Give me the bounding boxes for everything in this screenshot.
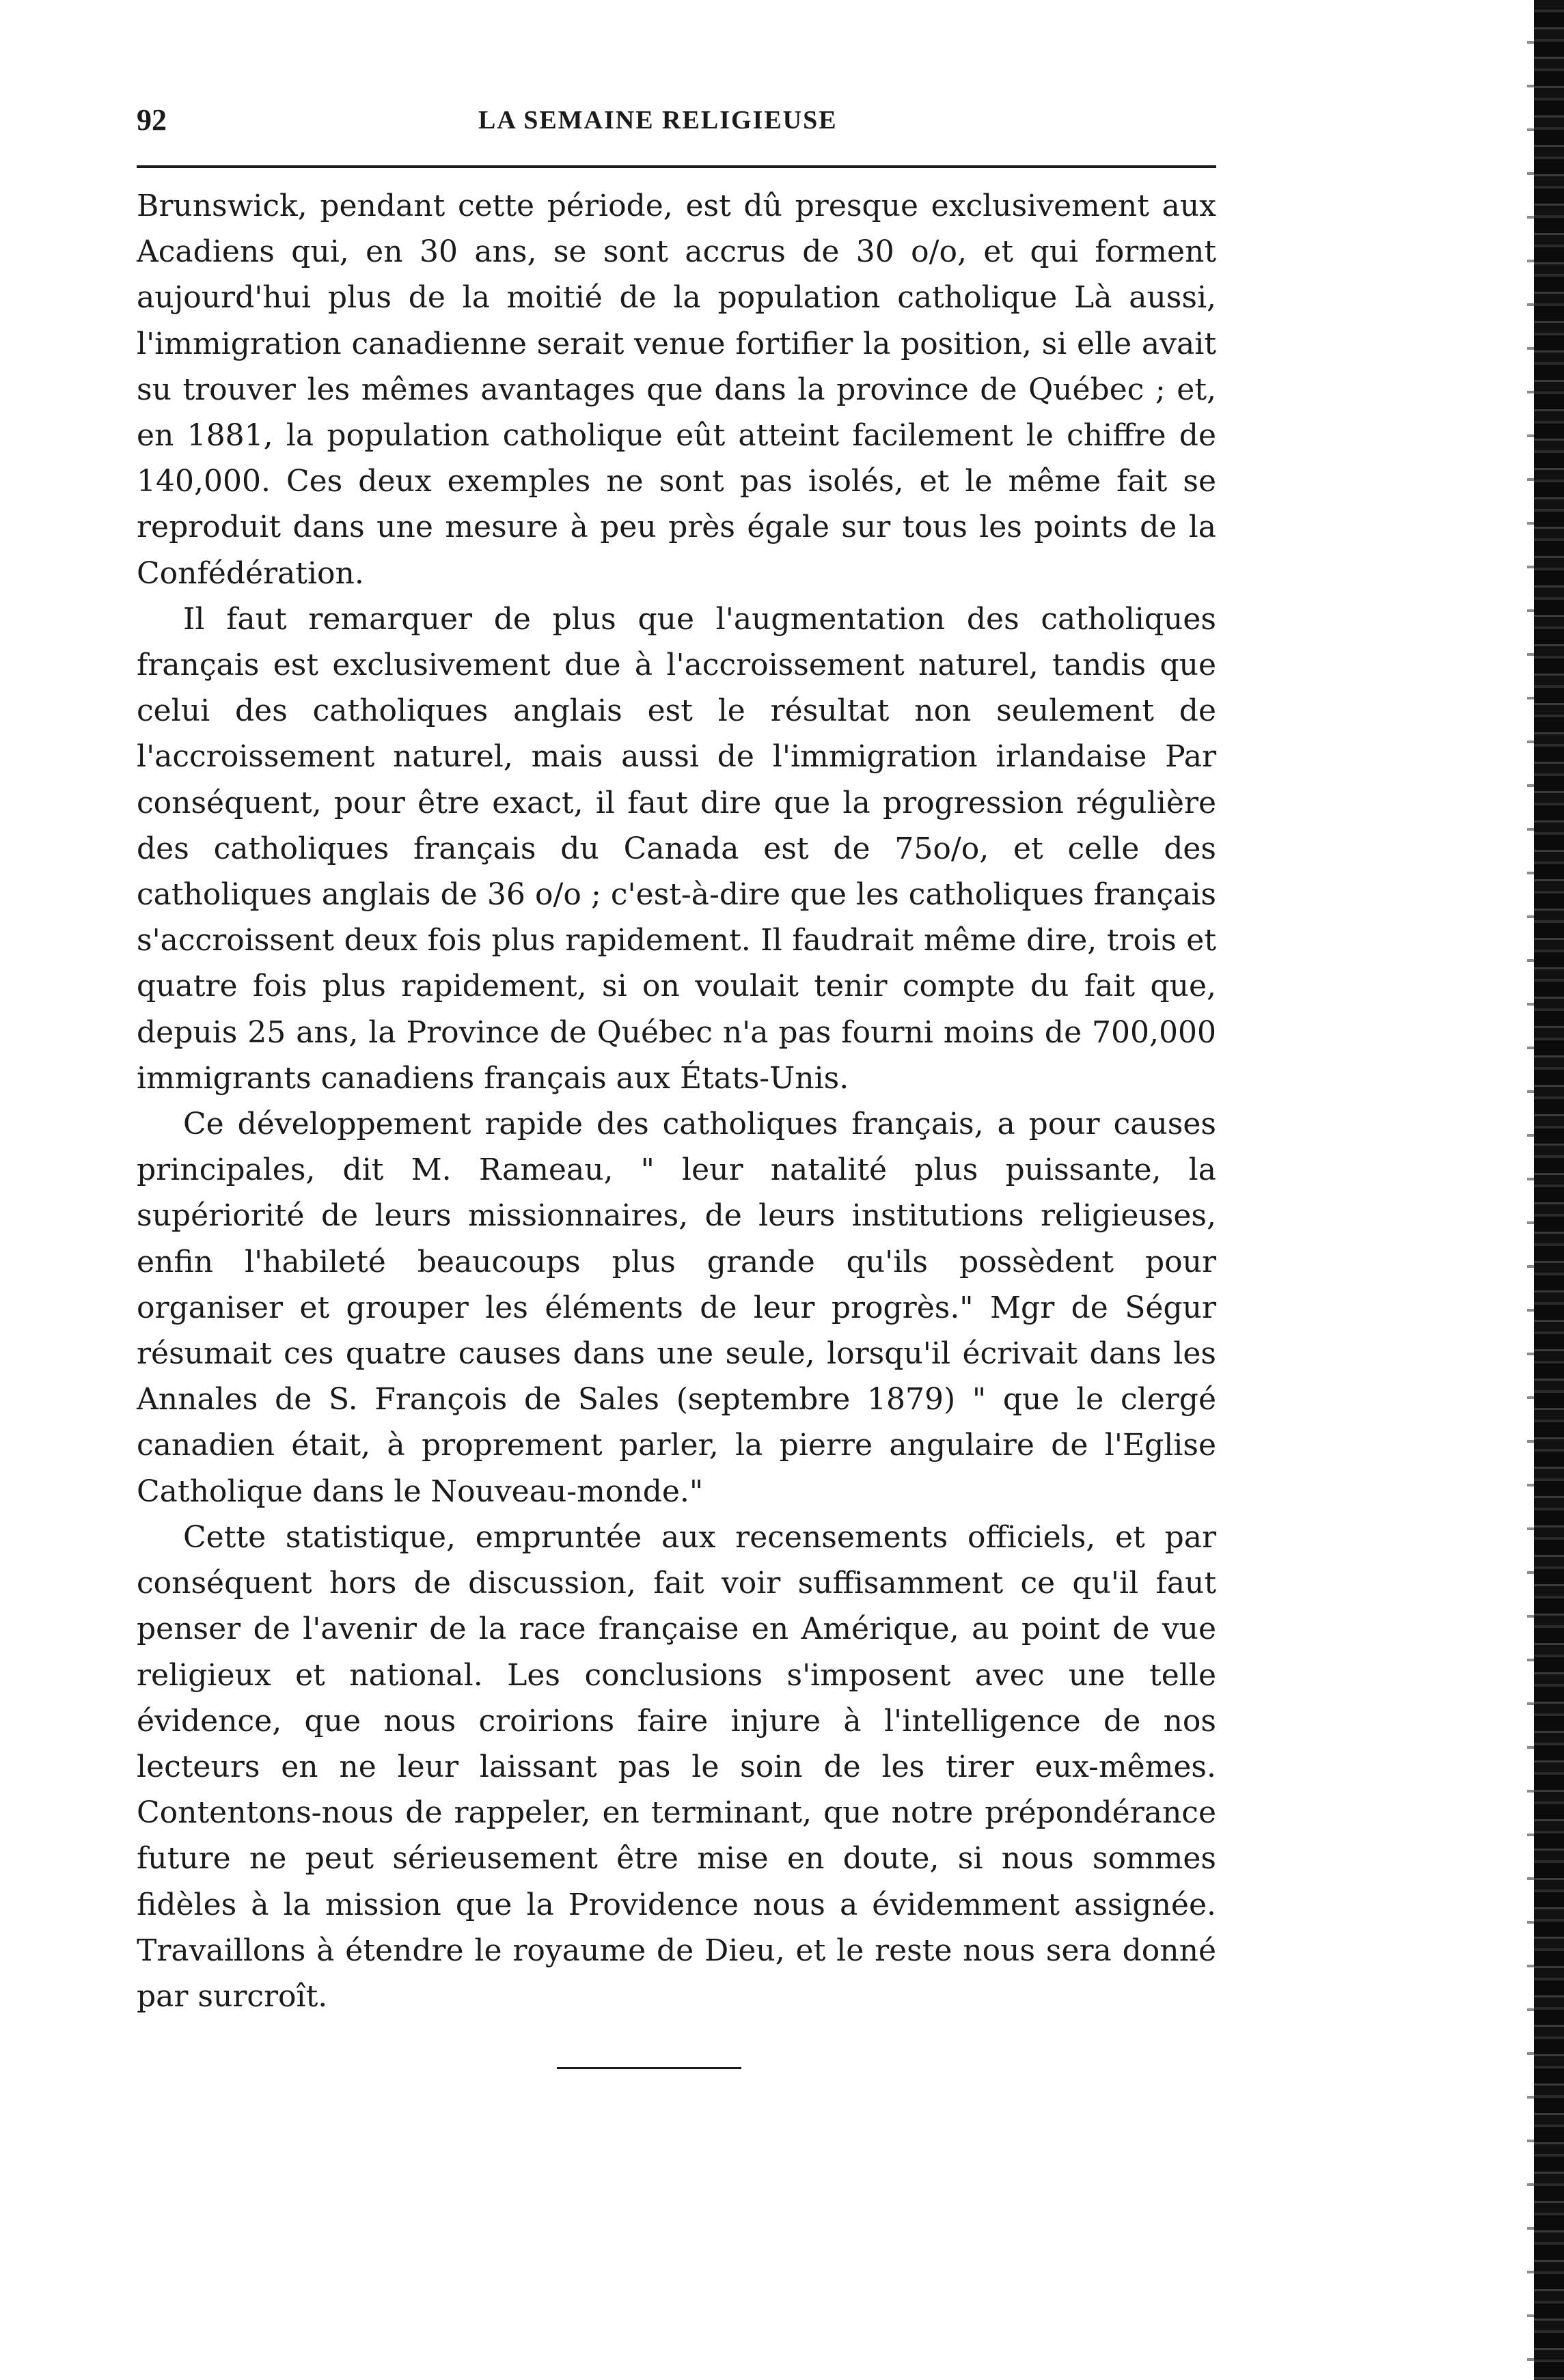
paragraph-3: Ce développement rapide des catholiques français, a pour causes principales, dit M. Rameau, " leur natalité plus puissante, la supériorité de leurs missionnaires, de leurs institutions religieuses, enfin l'habileté beaucoups plus grande qu'ils possèdent pour organiser et grouper les éléments de leur progrès." Mgr de Ségur résumait ces quatre causes dans une seule, lorsqu'il écrivait dans les Annales de S. François de Sales (septembre 1879) " que le clergé canadien était, à proprement parler, la pierre angulaire de l'Eglise Catholique dans le Nouveau-monde."	[137, 1107, 1216, 1509]
scan-edge-noise	[1527, 0, 1534, 2380]
paragraph-2: Il faut remarquer de plus que l'augmentation des catholiques français est exclusivement due à l'accroissement naturel, tandis que celui des catholiques anglais est le résultat non seulement de l'accroissement naturel, mais aussi de l'immigration irlandaise Par conséquent, pour être exact, il faut dire que la progression régulière des catholiques français du Canada est de 75o/o, et celle des catholiques anglais de 36 o/o ; c'est-à-dire que les catholiques français s'accroissent deux fois plus rapidement. Il faudrait même dire, trois et quatre fois plus rapidement, si on voulait tenir compte du fait que, depuis 25 ans, la Province de Québec n'a pas fourni moins de 700,000 immigrants canadiens français aux États-Unis.	[137, 601, 1216, 1096]
paragraph-4: Cette statistique, empruntée aux recensements officiels, et par conséquent hors de discussion, fait voir suffisamment ce qu'il faut penser de l'avenir de la race française en Amérique, au point de vue religieux et national. Les conclusions s'imposent avec une telle évidence, que nous croirions faire injure à l'intelligence de nos lecteurs en ne leur laissant pas le soin de les tirer eux-mêmes. Contentons-nous de rappeler, en terminant, que notre prépondérance future ne peut sérieusement être mise en doute, si nous sommes fidèles à la mission que la Providence nous a évidemment assignée. Travaillons à étendre le royaume de Dieu, et le reste nous sera donné par surcroît.	[137, 1519, 1216, 2014]
article-body	[137, 183, 1216, 2019]
scan-edge-shadow	[1534, 0, 1564, 2380]
paragraph-1: Brunswick, pendant cette période, est dû presque exclusivement aux Acadiens qui, en 30 ans, se sont accrus de 30 o/o, et qui forment aujourd'hui plus de la moitié de la population catholique Là aussi, l'immigration canadienne serait venue fortifier la position, si elle avait su trouver les mêmes avantages que dans la province de Québec ; et, en 1881, la population catholique eût atteint facilement le chiffre de 140,000. Ces deux exemples ne sont pas isolés, et le même fait se reproduit dans une mesure à peu près égale sur tous les points de la Confédération.	[137, 189, 1216, 591]
end-rule	[557, 2067, 741, 2069]
header-rule	[137, 165, 1216, 168]
running-title: LA SEMAINE RELIGIEUSE	[478, 106, 838, 135]
page-number: 92	[137, 103, 167, 137]
page-header	[137, 102, 1216, 164]
